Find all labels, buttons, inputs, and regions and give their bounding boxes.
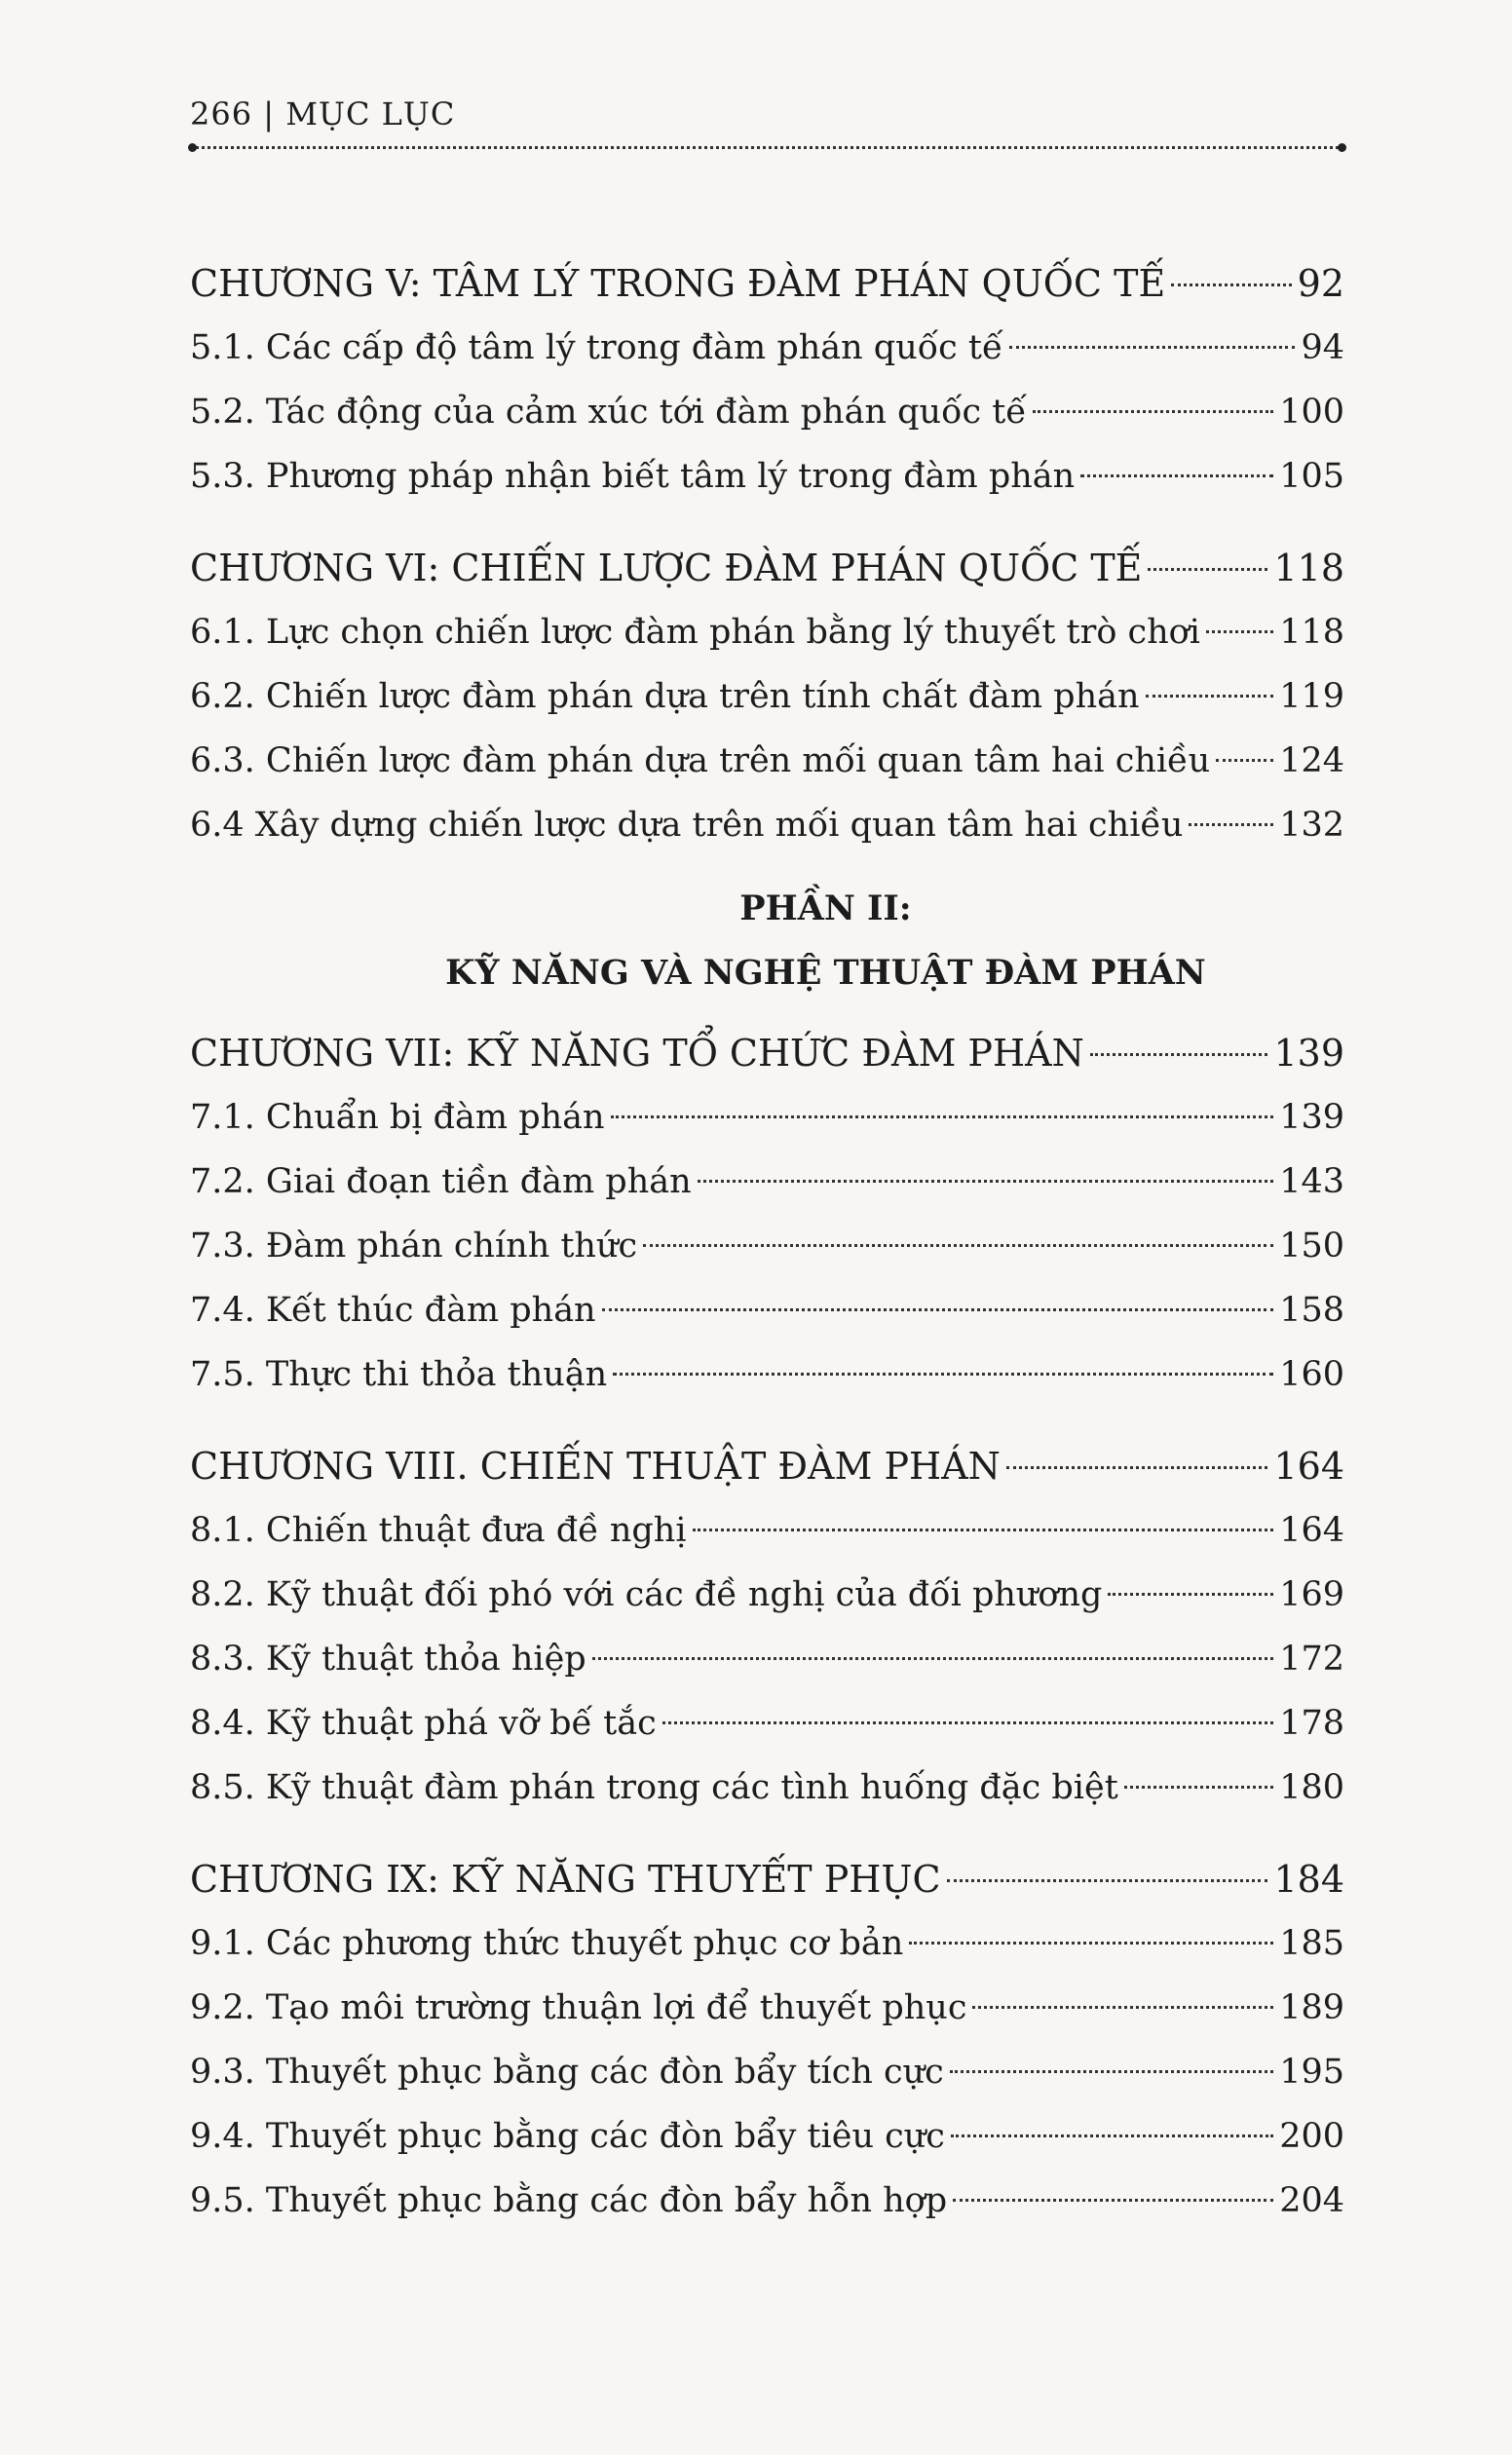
toc-item-5-2	[190, 380, 1344, 444]
toc-entry-title: 8.2. Kỹ thuật đối phó với các đề nghị của đối phương	[190, 1575, 1103, 1614]
toc-item-8-1	[190, 1498, 1344, 1563]
toc-entry-title: CHƯƠNG IX: KỸ NĂNG THUYẾT PHỤC	[190, 1858, 941, 1901]
toc-entry-title: 7.2. Giai đoạn tiền đàm phán	[190, 1162, 692, 1201]
toc-entry-page: 195	[1279, 2053, 1344, 2092]
toc-entry-page: 184	[1273, 1858, 1344, 1901]
toc-entry-title: 5.2. Tác động của cảm xúc tới đàm phán quốc tế	[190, 393, 1027, 432]
toc-item-7-1	[190, 1085, 1344, 1150]
header-title: MỤC LỤC	[285, 95, 456, 132]
dot-leader	[643, 1244, 1273, 1247]
dot-leader	[953, 2199, 1273, 2202]
dot-leader	[1124, 1786, 1273, 1789]
toc-entry-title: 7.5. Thực thi thỏa thuận	[190, 1355, 608, 1394]
dot-leader	[972, 2006, 1273, 2009]
part-subtitle: KỸ NĂNG VÀ NGHỆ THUẬT ĐÀM PHÁN	[445, 953, 1206, 993]
toc-item-8-4	[190, 1691, 1344, 1756]
toc-chapter-5	[190, 251, 1344, 316]
dot-leader	[698, 1180, 1274, 1183]
toc-entry-page: 200	[1279, 2117, 1344, 2156]
toc-entry-title: CHƯƠNG VII: KỸ NĂNG TỔ CHỨC ĐÀM PHÁN	[190, 1032, 1084, 1075]
toc-entry-title: 8.4. Kỹ thuật phá vỡ bế tắc	[190, 1704, 657, 1743]
toc-entry-title: 9.4. Thuyết phục bằng các đòn bẩy tiêu cực	[190, 2117, 945, 2156]
toc-entry-page: 132	[1279, 806, 1344, 845]
dot-leader	[1009, 346, 1296, 349]
toc-entry-page: 105	[1279, 457, 1344, 496]
toc-entry-title: 6.3. Chiến lược đàm phán dựa trên mối quan tâm hai chiều	[190, 741, 1211, 780]
dot-leader	[1146, 695, 1274, 698]
toc-item-5-3	[190, 444, 1344, 509]
toc-entry-title: 9.2. Tạo môi trường thuận lợi để thuyết phục	[190, 1988, 967, 2027]
toc-entry-page: 189	[1279, 1988, 1344, 2027]
toc-item-7-4	[190, 1278, 1344, 1342]
toc-entry-page: 185	[1279, 1924, 1344, 1963]
dot-leader	[602, 1308, 1274, 1311]
dot-leader	[947, 1879, 1268, 1882]
dot-leader	[693, 1529, 1274, 1531]
toc-item-6-2	[190, 664, 1344, 729]
toc-entry-page: 143	[1279, 1162, 1344, 1201]
toc-entry-page: 100	[1279, 393, 1344, 432]
toc-entry-page: 164	[1279, 1511, 1344, 1550]
toc-entry-page: 118	[1279, 613, 1344, 652]
toc-entry-title: 6.4 Xây dựng chiến lược dựa trên mối quan tâm hai chiều	[190, 806, 1184, 845]
toc-entry-title: CHƯƠNG VI: CHIẾN LƯỢC ĐÀM PHÁN QUỐC TẾ	[190, 547, 1143, 589]
toc-entry-page: 92	[1297, 262, 1344, 305]
dot-leader	[1080, 474, 1273, 477]
dot-leader	[1006, 1466, 1268, 1469]
toc-entry-page: 124	[1279, 741, 1344, 780]
page-number: 266	[190, 95, 253, 132]
toc-entry-title: 8.3. Kỹ thuật thỏa hiệp	[190, 1640, 586, 1679]
toc-entry-title: 7.3. Đàm phán chính thức	[190, 1227, 638, 1265]
dot-leader	[592, 1657, 1274, 1660]
toc-entry-title: 8.5. Kỹ thuật đàm phán trong các tình huống đặc biệt	[190, 1768, 1118, 1807]
dot-leader	[1090, 1053, 1268, 1056]
toc-chapter-6	[190, 536, 1344, 600]
dot-leader	[1189, 823, 1273, 826]
dot-leader	[1108, 1593, 1273, 1596]
dot-leader	[1033, 410, 1273, 413]
toc-item-9-1	[190, 1911, 1344, 1976]
toc-item-7-3	[190, 1214, 1344, 1278]
page-header	[190, 95, 455, 132]
toc-item-8-2	[190, 1563, 1344, 1627]
toc-entry-page: 169	[1279, 1575, 1344, 1614]
toc-entry-page: 119	[1279, 677, 1344, 716]
part-title: PHẦN II:	[739, 888, 912, 928]
toc-entry-page: 158	[1279, 1291, 1344, 1330]
toc-entry-title: CHƯƠNG V: TÂM LÝ TRONG ĐÀM PHÁN QUỐC TẾ	[190, 262, 1166, 305]
dot-leader	[1216, 759, 1273, 762]
toc-entry-page: 118	[1273, 547, 1344, 589]
toc-entry-page: 150	[1279, 1227, 1344, 1265]
toc-item-9-5	[190, 2169, 1344, 2233]
toc-entry-title: CHƯƠNG VIII. CHIẾN THUẬT ĐÀM PHÁN	[190, 1445, 1001, 1488]
dot-leader	[611, 1115, 1274, 1118]
toc-item-5-1	[190, 316, 1344, 380]
toc-chapter-7	[190, 1021, 1344, 1085]
part-heading	[190, 877, 1344, 1005]
toc-entry-page: 180	[1279, 1768, 1344, 1807]
toc-entry-title: 5.3. Phương pháp nhận biết tâm lý trong đàm phán	[190, 457, 1076, 496]
toc-item-8-5	[190, 1756, 1344, 1820]
toc-item-6-3	[190, 729, 1344, 793]
toc-entry-title: 9.5. Thuyết phục bằng các đòn bẩy hỗn hợp	[190, 2181, 948, 2220]
toc-item-6-4	[190, 793, 1344, 857]
toc-item-7-2	[190, 1150, 1344, 1214]
toc-entry-page: 172	[1279, 1640, 1344, 1679]
dot-leader	[662, 1721, 1274, 1724]
toc-entry-page: 204	[1279, 2181, 1344, 2220]
toc-entry-page: 94	[1301, 328, 1344, 367]
toc-entry-page: 164	[1273, 1445, 1344, 1488]
toc-item-9-4	[190, 2104, 1344, 2169]
dot-leader	[950, 2070, 1273, 2073]
header-rule	[190, 146, 1344, 149]
toc-entry-title: 5.1. Các cấp độ tâm lý trong đàm phán quốc tế	[190, 328, 1003, 367]
dot-leader	[909, 1942, 1273, 1945]
toc-entry-page: 139	[1273, 1032, 1344, 1075]
dot-leader	[1206, 630, 1273, 633]
dot-leader	[1171, 283, 1291, 286]
toc-entry-title: 9.3. Thuyết phục bằng các đòn bẩy tích cực	[190, 2053, 944, 2092]
table-of-contents	[190, 251, 1344, 2233]
toc-entry-title: 6.1. Lực chọn chiến lược đàm phán bằng lý thuyết trò chơi	[190, 613, 1200, 652]
toc-item-9-2	[190, 1976, 1344, 2040]
dot-leader	[1148, 568, 1267, 571]
toc-item-8-3	[190, 1627, 1344, 1691]
toc-entry-title: 9.1. Các phương thức thuyết phục cơ bản	[190, 1924, 904, 1963]
header-separator: |	[263, 95, 276, 132]
toc-entry-title: 7.4. Kết thúc đàm phán	[190, 1291, 596, 1330]
toc-entry-page: 178	[1279, 1704, 1344, 1743]
dot-leader	[613, 1373, 1273, 1376]
toc-chapter-9	[190, 1847, 1344, 1911]
toc-entry-page: 139	[1279, 1098, 1344, 1137]
toc-entry-title: 6.2. Chiến lược đàm phán dựa trên tính chất đàm phán	[190, 677, 1140, 716]
toc-item-6-1	[190, 600, 1344, 664]
toc-entry-title: 8.1. Chiến thuật đưa đề nghị	[190, 1511, 687, 1550]
toc-item-9-3	[190, 2040, 1344, 2104]
toc-chapter-8	[190, 1434, 1344, 1498]
toc-item-7-5	[190, 1342, 1344, 1407]
toc-entry-title: 7.1. Chuẩn bị đàm phán	[190, 1098, 605, 1137]
toc-entry-page: 160	[1279, 1355, 1344, 1394]
dot-leader	[951, 2134, 1273, 2137]
